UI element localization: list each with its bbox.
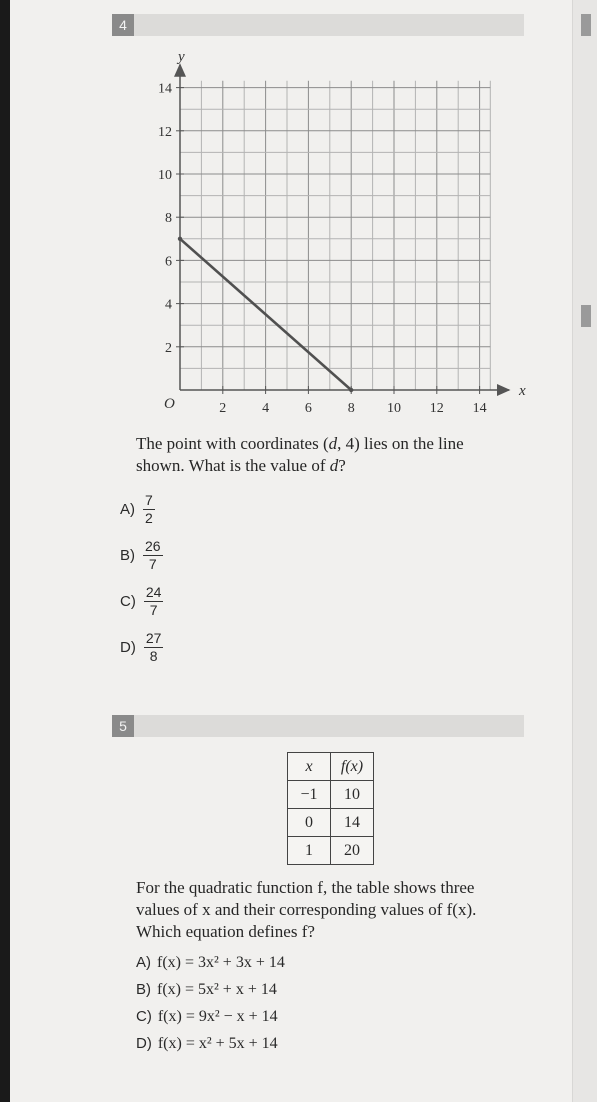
y-tick-label: 2 bbox=[165, 340, 172, 356]
y-tick-label: 4 bbox=[165, 297, 172, 313]
question-4-prompt: The point with coordinates (d, 4) lies on the line shown. What is the value of d? bbox=[136, 434, 464, 475]
answer-choice-c[interactable]: C) $\frac{24}{7}$ bbox=[120, 583, 162, 618]
answer-choice-c[interactable]: C) f(x) = 9x² − x + 14 bbox=[136, 1008, 278, 1025]
table-row bbox=[288, 837, 374, 865]
origin-label: O bbox=[164, 396, 175, 412]
y-axis-label: y bbox=[178, 48, 185, 65]
x-tick-label: 6 bbox=[304, 401, 312, 416]
answer-choice-d[interactable]: D) f(x) = x² + 5x + 14 bbox=[136, 1035, 278, 1052]
table-cell: 0 bbox=[288, 809, 331, 837]
x-tick-label: 2 bbox=[219, 401, 227, 416]
answer-choice-b[interactable]: B) $\frac{26}{7}$ bbox=[120, 537, 161, 572]
x-tick-label: 4 bbox=[262, 401, 270, 416]
y-tick-label: 12 bbox=[158, 124, 172, 140]
answer-choice-a[interactable]: A) f(x) = 3x² + 3x + 14 bbox=[136, 954, 285, 971]
y-tick-label: 8 bbox=[165, 211, 172, 227]
y-tick-label: 6 bbox=[165, 254, 172, 270]
y-tick-label: 14 bbox=[158, 81, 172, 97]
series-point bbox=[349, 388, 353, 392]
fraction: $\frac{27}{8}$ bbox=[145, 629, 162, 664]
x-axis-label: x bbox=[519, 383, 526, 399]
question-5-number: 5 bbox=[112, 715, 134, 737]
answer-choice-b[interactable]: B) f(x) = 5x² + x + 14 bbox=[136, 981, 277, 998]
table-row bbox=[288, 809, 374, 837]
table-row bbox=[288, 781, 374, 809]
answer-choice-a[interactable]: A) $\frac{7}{2}$ bbox=[120, 491, 153, 526]
y-tick-label: 10 bbox=[158, 168, 172, 183]
table-cell: 10 bbox=[331, 781, 374, 809]
question-5-header-bar bbox=[112, 715, 524, 737]
table-header-x: x bbox=[288, 753, 331, 781]
answer-choice-d[interactable]: D) $\frac{27}{8}$ bbox=[120, 629, 162, 664]
x-tick-label: 12 bbox=[429, 401, 444, 416]
x-tick-label: 14 bbox=[472, 401, 487, 416]
question-4-graph bbox=[0, 0, 597, 430]
x-tick-label: 8 bbox=[347, 401, 355, 416]
series-point bbox=[178, 237, 182, 241]
function-value-table bbox=[287, 752, 374, 865]
fraction: $\frac{24}{7}$ bbox=[145, 583, 162, 618]
question-5-prompt: For the quadratic function f, the table shows three values of x and their corresponding values of f(x). Which equation defines f? bbox=[136, 878, 477, 941]
table-cell: 1 bbox=[288, 837, 331, 865]
fraction: $\frac{7}{2}$ bbox=[145, 491, 153, 526]
table-header-fx: f(x) bbox=[331, 753, 374, 781]
table-cell: 20 bbox=[331, 837, 374, 865]
question-4-number: 4 bbox=[112, 14, 134, 36]
table-header-row bbox=[288, 753, 374, 781]
table-cell: −1 bbox=[288, 781, 331, 809]
fraction: $\frac{26}{7}$ bbox=[145, 537, 161, 572]
x-tick-label: 10 bbox=[387, 401, 401, 416]
table-cell: 14 bbox=[331, 809, 374, 837]
